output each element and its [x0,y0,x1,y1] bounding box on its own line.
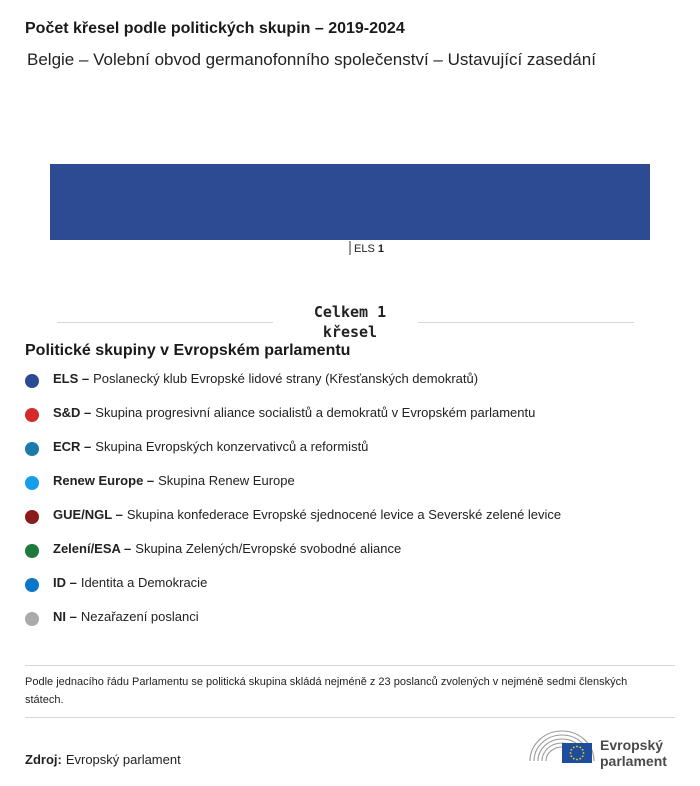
bar-data-label-value: 1 [377,243,384,255]
chart-subtitle: Belgie – Volební obvod germanofonního společenství – Ustavující zasedání [27,50,596,69]
legend-title: Politické skupiny v Evropském parlamentu [25,342,351,359]
legend-swatch-icon [25,510,39,524]
legend-swatch-icon [25,612,39,626]
legend-item [25,371,561,405]
eu-star-icon [579,746,581,748]
legend-item [25,609,561,643]
logo-line2: parlament [600,753,667,769]
legend-list [25,371,561,643]
eu-star-icon [570,752,572,754]
legend-description: Skupina Renew Europe [158,473,295,488]
legend-code: Zelení/ESA – [53,541,132,556]
legend-swatch-icon [25,578,39,592]
eu-star-icon [576,746,578,748]
legend-code: ID – [53,575,77,590]
source-label: Zdroj: [25,752,62,767]
legend-item [25,541,561,575]
legend-code: S&D – [53,405,92,420]
seat-total-line2: křesel [322,323,378,341]
legend-code: NI – [53,609,77,624]
seat-bar-chart [0,150,700,260]
legend-code: Renew Europe – [53,473,155,488]
legend-description: Nezařazení poslanci [80,609,199,624]
logo-text [600,737,667,769]
legend-description: Skupina Evropských konzervativců a reformistů [95,439,369,454]
footnote: Podle jednacího řádu Parlamentu se politická skupina skládá nejméně z 23 poslanců zvolených v nejméně sedmi členských státech. [25,676,628,706]
seat-total [275,302,425,342]
legend-description: Skupina konfederace Evropské sjednocené levice a Severské zelené levice [126,507,562,522]
legend-item [25,507,561,541]
legend-description: Skupina Zelených/Evropské svobodné aliance [135,541,402,556]
eu-star-icon [573,746,575,748]
legend-swatch-icon [25,544,39,558]
bar-data-label-code: ELS [354,243,378,255]
bar-segment-els [50,164,650,240]
seat-total-line1: Celkem 1 [313,303,387,321]
total-rule-left [57,322,273,323]
chart-title: Počet křesel podle politických skupin – 2019-2024 [25,20,405,37]
legend-swatch-icon [25,408,39,422]
eu-star-icon [582,749,584,751]
eu-star-icon [576,759,578,761]
legend-item [25,439,561,473]
legend-swatch-icon [25,442,39,456]
source [25,752,181,767]
eu-star-icon [583,752,585,754]
total-rule-right [418,322,634,323]
legend-swatch-icon [25,476,39,490]
legend-description: Skupina progresivní aliance socialistů a demokratů v Evropském parlamentu [95,405,536,420]
legend-item [25,575,561,609]
legend-code: ECR – [53,439,92,454]
legend-item [25,405,561,439]
legend-item [25,473,561,507]
european-parliament-logo[interactable] [528,727,678,769]
legend-code: ELS – [53,371,90,386]
legend-description: Identita a Demokracie [80,575,208,590]
eu-star-icon [582,755,584,757]
european-parliament-hemicycle-icon [528,727,598,767]
divider [25,717,675,718]
legend-description: Poslanecký klub Evropské lidové strany (Křesťanských demokratů) [93,371,479,386]
legend-code: GUE/NGL – [53,507,123,522]
logo-line1: Evropský [600,737,664,753]
divider [25,665,675,666]
eu-star-icon [570,755,572,757]
eu-star-icon [579,758,581,760]
legend-swatch-icon [25,374,39,388]
eu-star-icon [573,758,575,760]
eu-star-icon [570,749,572,751]
bar-data-label [354,243,384,255]
source-value: Evropský parlament [65,752,181,767]
